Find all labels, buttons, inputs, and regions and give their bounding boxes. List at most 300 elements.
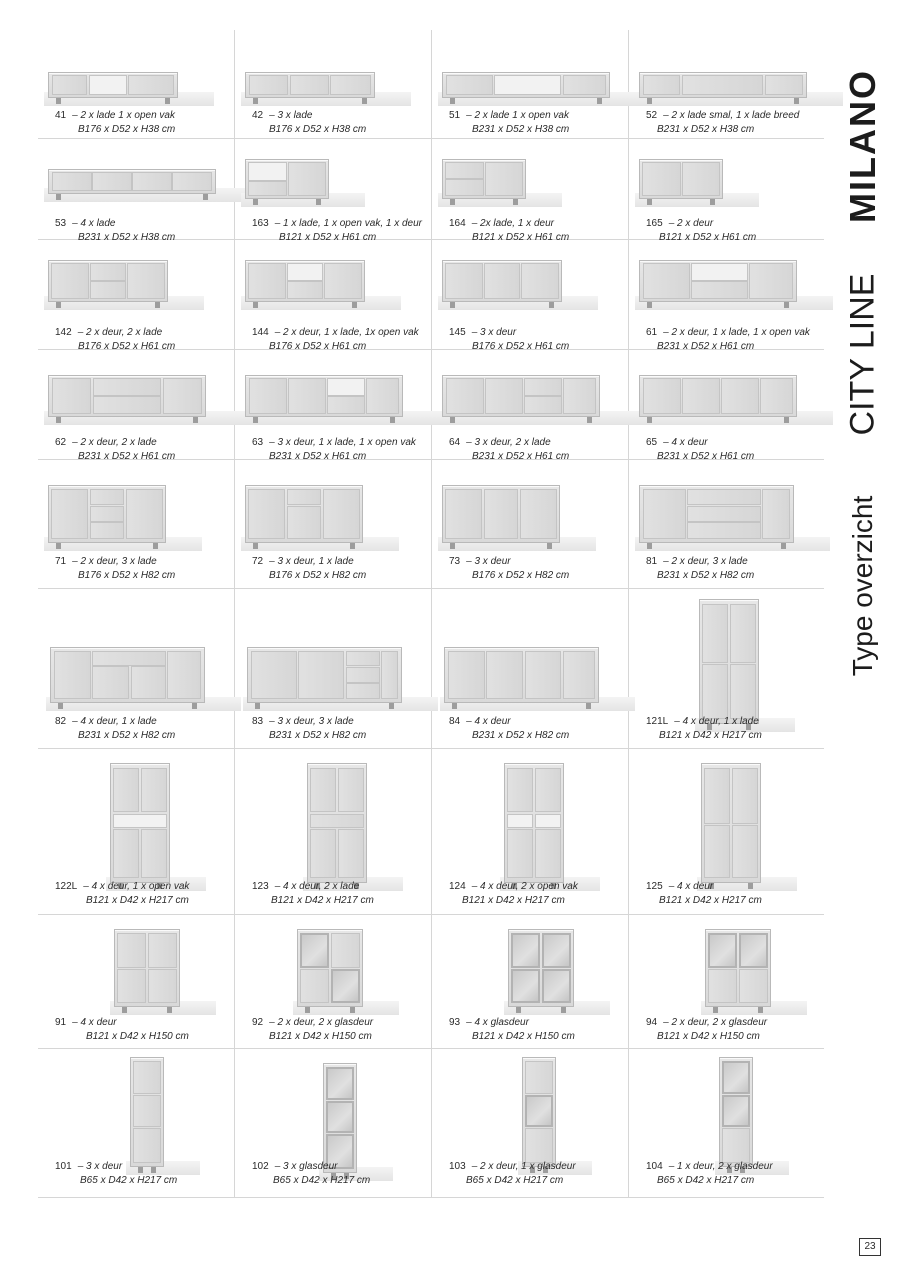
product-dimensions: B176 x D52 x H61 cm (472, 341, 570, 352)
product-dimensions: B121 x D42 x H217 cm (86, 895, 189, 906)
product-label (449, 556, 511, 568)
cabinet-image (639, 485, 794, 543)
product-dimensions: B231 x D52 x H61 cm (657, 341, 755, 352)
cabinet-leg (56, 194, 61, 200)
cabinet-panel (687, 506, 760, 522)
cabinet-leg (253, 543, 258, 549)
cabinet-leg (794, 98, 799, 104)
product-description: – 3 x deur, 2 x lade (466, 437, 551, 448)
cabinet-panel (326, 1101, 354, 1133)
cabinet-panel (89, 75, 127, 95)
cabinet-panel (346, 683, 380, 699)
cabinet-panel (563, 378, 596, 414)
product-cell (235, 139, 432, 243)
cabinet-image (245, 159, 329, 199)
product-row (38, 240, 824, 350)
product-description: – 2 x deur, 2 x lade (77, 327, 163, 338)
product-dimensions: B176 x D52 x H61 cm (269, 341, 367, 352)
cabinet-panel (525, 1128, 553, 1163)
cabinet-image (247, 647, 402, 703)
product-label (449, 327, 516, 339)
cabinet-panel (113, 829, 140, 879)
cabinet-panel (682, 378, 719, 414)
cabinet-panel (248, 263, 286, 299)
cabinet-leg (350, 543, 355, 549)
product-label (449, 110, 569, 122)
product-label (449, 1017, 529, 1029)
product-cell (629, 240, 825, 352)
product-dimensions: B176 x D52 x H38 cm (269, 124, 367, 135)
cabinet-panel (346, 651, 380, 667)
product-dimensions: B231 x D52 x H61 cm (472, 451, 570, 462)
product-dimensions: B121 x D52 x H61 cm (279, 232, 377, 243)
product-code: 84 (449, 716, 461, 727)
product-label (646, 437, 708, 449)
product-dimensions: B176 x D52 x H61 cm (78, 341, 176, 352)
product-label (55, 218, 116, 230)
product-row (38, 915, 824, 1049)
cabinet-image (245, 72, 375, 98)
product-label (449, 1161, 576, 1173)
product-code: 62 (55, 437, 67, 448)
cabinet-panel (300, 933, 329, 968)
product-description: – 2 x deur, 3 x lade (72, 556, 157, 567)
cabinet-leg (710, 199, 715, 205)
cabinet-leg (253, 199, 258, 205)
cabinet-panel (739, 933, 768, 968)
cabinet-panel (520, 489, 557, 539)
cabinet-leg (647, 417, 652, 423)
product-label (55, 881, 189, 893)
cabinet-image (442, 260, 562, 302)
cabinet-panel (287, 263, 322, 281)
cabinet-image (639, 72, 807, 98)
product-code: 144 (252, 327, 269, 338)
cabinet-leg (647, 98, 652, 104)
product-cell (38, 749, 235, 914)
cabinet-panel (288, 162, 327, 197)
cabinet-image (245, 485, 363, 543)
product-dimensions: B231 x D52 x H82 cm (472, 730, 570, 741)
cabinet-image (48, 375, 206, 417)
product-cell (629, 915, 825, 1048)
product-row (38, 460, 824, 589)
product-label (55, 716, 157, 728)
product-cell (432, 139, 629, 243)
product-label (252, 327, 419, 339)
cabinet-image (699, 599, 759, 724)
product-cell (432, 240, 629, 352)
cabinet-leg (56, 417, 61, 423)
product-dimensions: B121 x D42 x H150 cm (472, 1031, 575, 1042)
cabinet-panel (687, 522, 760, 539)
cabinet-panel (148, 933, 177, 968)
cabinet-leg (352, 302, 357, 308)
product-description: – 2 x lade 1 x open vak (72, 110, 175, 121)
cabinet-panel (524, 378, 561, 396)
product-cell (432, 460, 629, 588)
product-code: 71 (55, 556, 67, 567)
cabinet-panel (113, 814, 168, 828)
product-label (449, 437, 551, 449)
cabinet-panel (346, 667, 380, 683)
cabinet-panel (525, 651, 562, 700)
product-dimensions: B121 x D42 x H150 cm (86, 1031, 189, 1042)
cabinet-leg (350, 1007, 355, 1013)
cabinet-leg (253, 302, 258, 308)
cabinet-panel (338, 768, 365, 813)
cabinet-image (50, 647, 205, 703)
cabinet-image (323, 1063, 357, 1173)
cabinet-panel (535, 768, 562, 813)
cabinet-panel (542, 969, 571, 1003)
product-code: 101 (55, 1161, 72, 1172)
product-cell (235, 589, 432, 748)
cabinet-leg (253, 417, 258, 423)
product-cell (38, 589, 235, 748)
product-code: 81 (646, 556, 658, 567)
cabinet-panel (524, 396, 561, 414)
product-label (449, 716, 511, 728)
product-description: – 4 x lade (72, 218, 116, 229)
product-description: – 4 x deur (466, 716, 511, 727)
product-cell (38, 1049, 235, 1197)
product-label (449, 881, 578, 893)
product-code: 124 (449, 881, 466, 892)
cabinet-panel (324, 263, 362, 299)
product-code: 61 (646, 327, 658, 338)
product-label (646, 110, 799, 122)
cabinet-panel (448, 651, 485, 700)
product-cell (432, 30, 629, 138)
product-row (38, 30, 824, 139)
cabinet-panel (722, 1095, 750, 1127)
cabinet-panel (563, 651, 595, 700)
cabinet-panel (90, 506, 125, 522)
product-cell (235, 30, 432, 138)
cabinet-panel (511, 933, 540, 968)
page-number: 23 (859, 1238, 881, 1256)
cabinet-panel (445, 263, 483, 299)
cabinet-panel (730, 604, 757, 663)
product-code: 122L (55, 881, 78, 892)
cabinet-leg (450, 417, 455, 423)
cabinet-panel (133, 1061, 161, 1093)
cabinet-panel (486, 651, 523, 700)
product-dimensions: B121 x D42 x H217 cm (659, 895, 762, 906)
cabinet-leg (203, 194, 208, 200)
brand-title: MILANO (842, 69, 883, 223)
cabinet-panel (708, 933, 737, 968)
cabinet-panel (563, 75, 606, 95)
product-code: 145 (449, 327, 466, 338)
product-cell (629, 139, 825, 243)
product-description: – 3 x glasdeur (274, 1161, 338, 1172)
cabinet-panel (298, 651, 344, 700)
product-label (55, 327, 162, 339)
product-cell (235, 1049, 432, 1197)
cabinet-panel (93, 396, 162, 414)
product-code: 102 (252, 1161, 269, 1172)
product-code: 72 (252, 556, 264, 567)
cabinet-image (48, 485, 166, 543)
cabinet-leg (362, 98, 367, 104)
cabinet-panel (287, 281, 322, 299)
cabinet-image (130, 1057, 164, 1167)
product-cell (432, 589, 629, 748)
cabinet-panel (642, 162, 681, 197)
product-label (55, 556, 157, 568)
product-description: – 4 x deur (668, 881, 714, 892)
product-row (38, 1049, 824, 1198)
product-cell (235, 915, 432, 1048)
product-description: – 3 x lade (269, 110, 313, 121)
cabinet-panel (52, 75, 88, 95)
cabinet-panel (535, 829, 562, 879)
cabinet-panel (310, 829, 337, 879)
cabinet-image (508, 929, 574, 1007)
cabinet-panel (132, 172, 172, 191)
product-code: 94 (646, 1017, 658, 1028)
cabinet-panel (381, 651, 398, 700)
cabinet-panel (722, 1128, 750, 1163)
product-cell (38, 240, 235, 352)
product-description: – 4 x deur (72, 1017, 117, 1028)
cabinet-image (719, 1057, 753, 1167)
cabinet-panel (338, 829, 365, 879)
product-dimensions: B121 x D52 x H61 cm (472, 232, 570, 243)
cabinet-panel (760, 378, 793, 414)
product-grid (38, 30, 824, 1198)
product-code: 52 (646, 110, 658, 121)
cabinet-panel (643, 489, 686, 539)
product-label (449, 218, 554, 230)
product-dimensions: B231 x D52 x H38 cm (472, 124, 570, 135)
cabinet-image (48, 260, 168, 302)
product-label (55, 437, 157, 449)
product-description: – 2 x deur, 2 x glasdeur (269, 1017, 374, 1028)
cabinet-panel (92, 651, 165, 666)
cabinet-panel (525, 1095, 553, 1127)
product-code: 165 (646, 218, 663, 229)
cabinet-image (297, 929, 363, 1007)
product-dimensions: B231 x D52 x H82 cm (78, 730, 176, 741)
cabinet-panel (287, 506, 322, 540)
product-label (252, 110, 313, 122)
product-description: – 2 x deur, 1 x lade, 1 x open vak (663, 327, 810, 338)
product-description: – 4 x deur, 1 x lade (674, 716, 759, 727)
cabinet-panel (113, 768, 140, 813)
product-code: 91 (55, 1017, 67, 1028)
cabinet-panel (133, 1128, 161, 1163)
product-label (646, 1161, 773, 1173)
product-code: 51 (449, 110, 461, 121)
product-dimensions: B231 x D52 x H61 cm (78, 451, 176, 462)
product-label (252, 218, 422, 230)
cabinet-panel (708, 969, 737, 1003)
product-label (646, 327, 810, 339)
product-description: – 4 x deur, 2 x lade (274, 881, 360, 892)
cabinet-panel (127, 263, 165, 299)
cabinet-leg (549, 302, 554, 308)
product-code: 82 (55, 716, 67, 727)
product-code: 103 (449, 1161, 466, 1172)
cabinet-leg (58, 703, 63, 709)
cabinet-panel (167, 651, 201, 700)
product-cell (38, 915, 235, 1048)
cabinet-panel (141, 829, 168, 879)
product-label (252, 1161, 338, 1173)
cabinet-panel (90, 522, 125, 539)
product-label (252, 1017, 373, 1029)
sidebar (838, 30, 888, 710)
product-description: – 2 x deur, 3 x lade (663, 556, 748, 567)
cabinet-image (442, 375, 600, 417)
product-dimensions: B65 x D42 x H217 cm (657, 1175, 755, 1186)
cabinet-panel (535, 814, 562, 828)
cabinet-panel (323, 489, 360, 539)
cabinet-panel (730, 664, 757, 719)
cabinet-panel (300, 969, 329, 1003)
product-description: – 4 x deur, 1 x open vak (83, 881, 190, 892)
cabinet-leg (647, 199, 652, 205)
product-description: – 2 x deur, 1 x lade, 1x open vak (274, 327, 419, 338)
product-label (55, 1017, 117, 1029)
product-cell (432, 350, 629, 462)
cabinet-leg (165, 98, 170, 104)
cabinet-panel (643, 75, 680, 95)
cabinet-image (245, 375, 403, 417)
cabinet-panel (366, 378, 399, 414)
cabinet-panel (765, 75, 803, 95)
cabinet-panel (511, 969, 540, 1003)
cabinet-panel (643, 378, 680, 414)
product-code: 92 (252, 1017, 264, 1028)
product-label (646, 218, 713, 230)
cabinet-image (307, 763, 367, 883)
cabinet-panel (485, 162, 524, 197)
product-dimensions: B176 x D52 x H82 cm (269, 570, 367, 581)
product-description: – 2 x deur, 1 x glasdeur (471, 1161, 576, 1172)
cabinet-leg (56, 302, 61, 308)
product-cell (38, 460, 235, 588)
cabinet-panel (739, 969, 768, 1003)
cabinet-panel (330, 75, 371, 95)
cabinet-leg (547, 543, 552, 549)
cabinet-panel (722, 1061, 750, 1093)
cabinet-panel (445, 162, 484, 179)
product-row (38, 139, 824, 243)
product-cell (629, 460, 825, 588)
cabinet-panel (131, 666, 166, 699)
cabinet-image (442, 72, 610, 98)
product-cell (629, 30, 825, 138)
cabinet-leg (516, 1007, 521, 1013)
cabinet-leg (56, 98, 61, 104)
product-code: 42 (252, 110, 264, 121)
cabinet-leg (122, 1007, 127, 1013)
product-dimensions: B65 x D42 x H217 cm (466, 1175, 564, 1186)
cabinet-panel (310, 768, 337, 813)
product-description: – 3 x deur, 1 x lade, 1 x open vak (269, 437, 416, 448)
cabinet-panel (327, 396, 364, 414)
cabinet-panel (290, 75, 330, 95)
cabinet-leg (784, 302, 789, 308)
cabinet-leg (450, 199, 455, 205)
product-cell (235, 749, 432, 914)
cabinet-panel (484, 489, 519, 539)
cabinet-panel (133, 1095, 161, 1127)
product-label (55, 1161, 122, 1173)
product-description: – 2 x deur, 2 x glasdeur (663, 1017, 768, 1028)
cabinet-panel (682, 75, 763, 95)
product-label (646, 716, 759, 728)
cabinet-panel (507, 768, 534, 813)
product-cell (629, 589, 825, 748)
product-dimensions: B121 x D42 x H150 cm (269, 1031, 372, 1042)
cabinet-panel (331, 969, 360, 1003)
cabinet-leg (389, 703, 394, 709)
cabinet-panel (248, 181, 287, 196)
product-dimensions: B121 x D42 x H217 cm (462, 895, 565, 906)
cabinet-panel (90, 263, 125, 281)
product-cell (38, 30, 235, 138)
cabinet-panel (248, 489, 285, 539)
cabinet-panel (687, 489, 760, 505)
product-cell (629, 749, 825, 914)
cabinet-leg (450, 302, 455, 308)
cabinet-leg (450, 543, 455, 549)
product-cell (235, 350, 432, 462)
cabinet-leg (587, 417, 592, 423)
product-row (38, 749, 824, 915)
cabinet-panel (249, 378, 286, 414)
product-cell (432, 749, 629, 914)
cabinet-panel (643, 263, 690, 299)
product-code: 123 (252, 881, 269, 892)
cabinet-image (442, 485, 560, 543)
cabinet-panel (51, 489, 88, 539)
cabinet-panel (521, 263, 559, 299)
product-cell (629, 350, 825, 462)
product-description: – 3 x deur (466, 556, 511, 567)
product-label (252, 437, 416, 449)
cabinet-leg (153, 543, 158, 549)
cabinet-image (705, 929, 771, 1007)
product-code: 125 (646, 881, 663, 892)
cabinet-image (444, 647, 599, 703)
product-label (646, 556, 748, 568)
cabinet-panel (54, 651, 91, 700)
cabinet-leg (155, 302, 160, 308)
cabinet-panel (732, 825, 759, 878)
cabinet-panel (525, 1061, 553, 1093)
cabinet-panel (494, 75, 560, 95)
cabinet-panel (445, 489, 482, 539)
cabinet-leg (56, 543, 61, 549)
cabinet-image (639, 375, 797, 417)
cabinet-panel (117, 933, 146, 968)
product-dimensions: B65 x D42 x H217 cm (80, 1175, 178, 1186)
cabinet-panel (90, 489, 125, 505)
cabinet-panel (331, 933, 360, 968)
product-dimensions: B231 x D52 x H38 cm (657, 124, 755, 135)
cabinet-panel (251, 651, 297, 700)
cabinet-panel (704, 768, 731, 825)
cabinet-leg (513, 199, 518, 205)
cabinet-panel (721, 378, 758, 414)
product-code: 163 (252, 218, 269, 229)
